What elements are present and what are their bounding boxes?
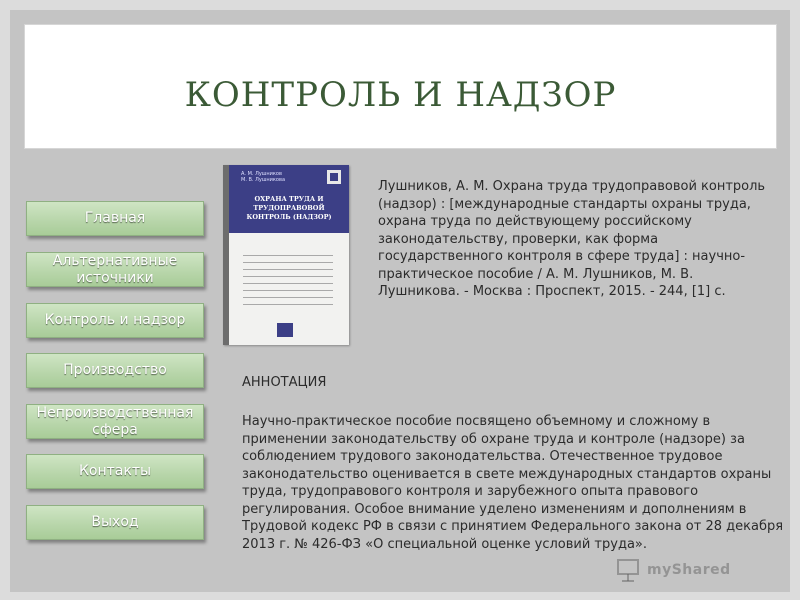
- title-panel: [24, 24, 777, 149]
- nav-button-non-production[interactable]: Непроизводственная сфера: [26, 404, 204, 439]
- nav-button-production[interactable]: Производство: [26, 353, 204, 388]
- watermark: [615, 555, 785, 585]
- book-cover-title: ОХРАНА ТРУДА И ТРУДОПРАВОВОЙ КОНТРОЛЬ (НАДЗОР): [246, 195, 332, 221]
- annotation-heading: АННОТАЦИЯ: [242, 375, 327, 390]
- slide-frame: [10, 10, 790, 592]
- presentation-board-icon: [615, 557, 641, 583]
- nav-button-alternative-sources[interactable]: Альтернативные источники: [26, 252, 204, 287]
- book-cover-image: [223, 165, 349, 345]
- watermark-text: myShared: [647, 562, 731, 578]
- slide-title: КОНТРОЛЬ И НАДЗОР: [184, 75, 617, 115]
- nav-button-control-supervision[interactable]: Контроль и надзор: [26, 303, 204, 338]
- qr-code-icon: [327, 170, 341, 184]
- book-cover-top: [229, 165, 349, 233]
- nav-button-contacts[interactable]: Контакты: [26, 454, 204, 489]
- book-cover-authors: А. М. Лушников М. В. Лушникова: [241, 171, 286, 183]
- nav-button-exit[interactable]: Выход: [26, 505, 204, 540]
- annotation-text: Научно-практическое пособие посвящено объемному и сложному в применении законодательству об охране труда и контроле (надзоре) за соблюдением трудового законодательства. Отечественное трудовое законодательство оценивается в свете международных стандартов охраны труда, трудоправового контроля и зарубежного опыта правового регулирования. Особое внимание уделено изменениям и дополнениям в Трудовой кодекс РФ в связи с принятием Федерального закона от 28 декабря 2013 г. № 426-ФЗ «О специальной оценке условий труда».: [242, 414, 784, 552]
- book-citation: Лушников, А. М. Охрана труда трудоправовой контроль (надзор) : [международные стандарты охраны труда, охрана труда по действующему российскому законодательству, проверки, как форма государственного контроля в сфере труда] : научно-практическое пособие / А. М. Лушников, М. В. Лушникова. - Москва : Проспект, 2015. - 244, [1] с.: [378, 179, 766, 299]
- nav-button-home[interactable]: Главная: [26, 201, 204, 236]
- publisher-logo-icon: [277, 323, 293, 337]
- book-cover-lines: [243, 255, 333, 311]
